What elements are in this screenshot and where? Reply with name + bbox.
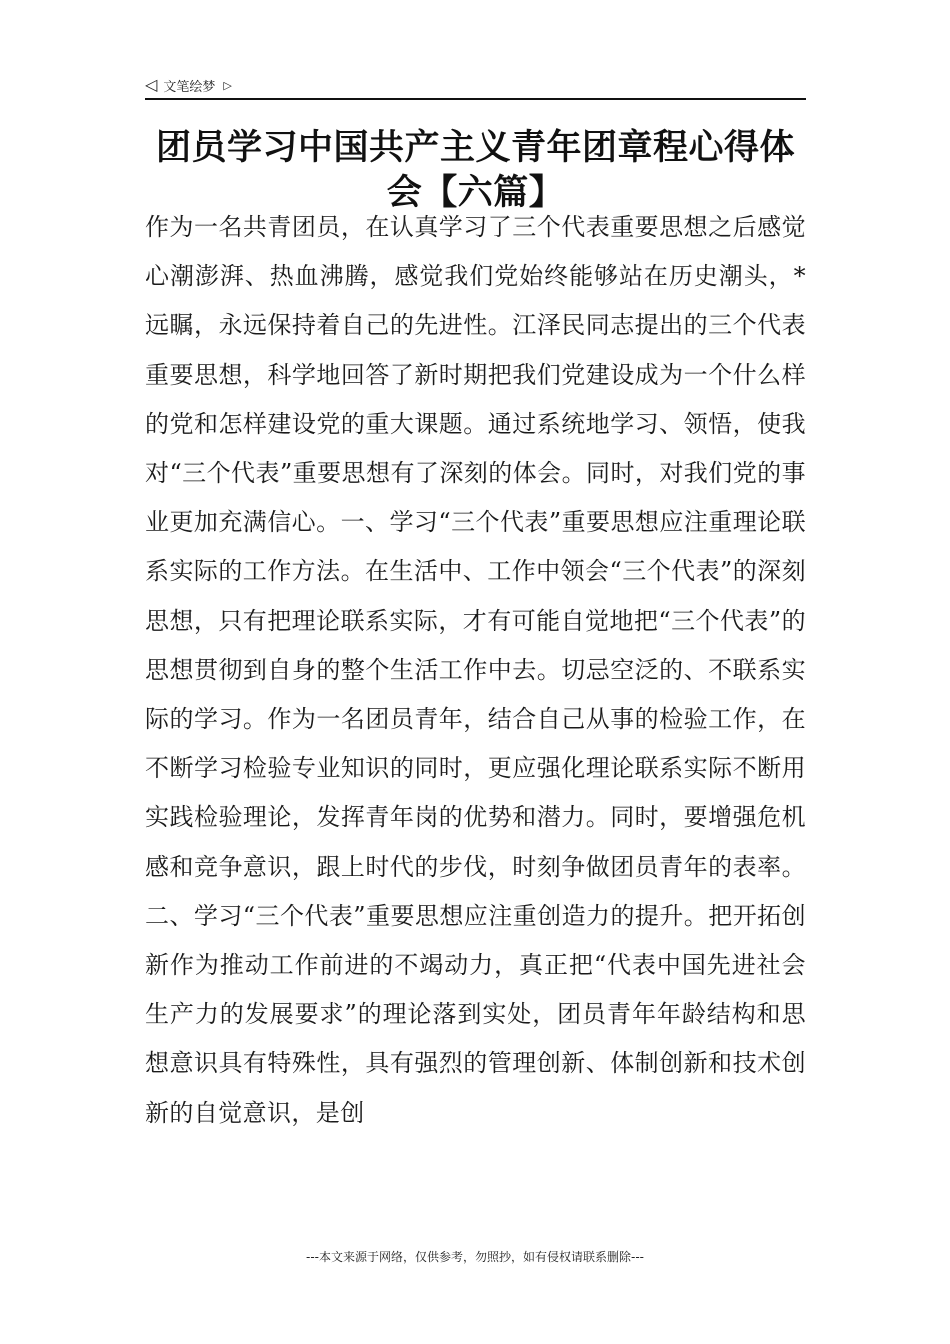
page-header <box>145 72 232 98</box>
document-title: 团员学习中国共产主义青年团章程心得体会【六篇】 <box>155 128 795 213</box>
footer-disclaimer: ---本文来源于网络，仅供参考，勿照抄，如有侵权请联系删除--- <box>306 1250 644 1264</box>
body-paragraph: 作为一名共青团员，在认真学习了三个代表重要思想之后感觉心潮澎湃、热血沸腾，感觉我们党始终能够站在历史潮头，*远瞩，永远保持着自己的先进性。江泽民同志提出的三个代表重要思想，科学地回答了新时期把我们党建设成为一个什么样的党和怎样建设党的重大课题。通过系统地学习、领悟，使我对“三个代表”重要思想有了深刻的体会。同时，对我们党的事业更加充满信心。一、学习“三个代表”重要思想应注重理论联系实际的工作方法。在生活中、工作中领会“三个代表”的深刻思想，只有把理论联系实际，才有可能自觉地把“三个代表”的思想贯彻到自身的整个生活工作中去。切忌空泛的、不联系实际的学习。作为一名团员青年，结合自己从事的检验工作，在不断学习检验专业知识的同时，更应强化理论联系实际不断用实践检验理论，发挥青年岗的优势和潜力。同时，要增强危机感和竞争意识，跟上时代的步伐，时刻争做团员青年的表率。二、学习“三个代表”重要思想应注重创造力的提升。把开拓创新作为推动工作前进的不竭动力，真正把“代表中国先进社会生产力的发展要求”的理论落到实处，团员青年年龄结构和思想意识具有特殊性，具有强烈的管理创新、体制创新和技术创新的自觉意识，是创 <box>145 213 806 1127</box>
header-divider <box>145 98 806 100</box>
triangle-left-icon: ◁ <box>145 75 158 94</box>
header-label: 文笔绘梦 <box>163 79 216 95</box>
triangle-right-icon: ▷ <box>223 78 232 92</box>
